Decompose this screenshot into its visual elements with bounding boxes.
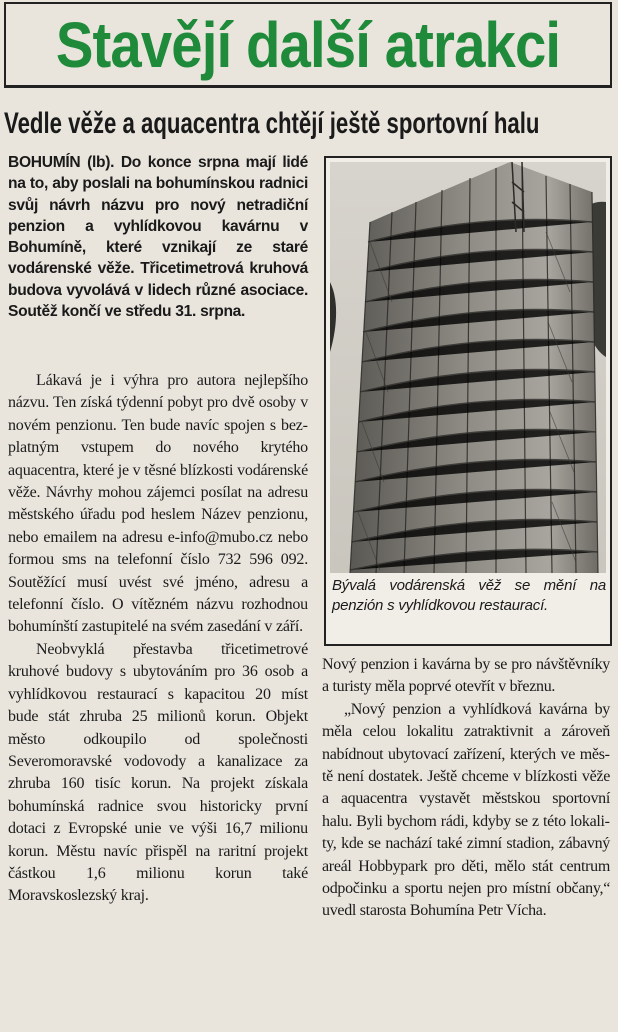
article-paragraph: Nový penzion i kavárna by se pro návštěvníky a turisty měla poprvé otevřít v březnu. bbox=[322, 656, 610, 696]
photo-box bbox=[324, 156, 612, 646]
right-column bbox=[322, 654, 610, 923]
lead-paragraph: BOHUMÍN (lb). Do konce srpna mají lidé na to, aby poslali na bohumínskou radnici svůj návrh názvu pro nový netradiční penzion a vyhlídkovou kavárnu v Bohumíně, které vznikají ze staré vodárenské věže. Třicetimetrová kruhová budova vyvolává v lidech různé asociace. Soutěž končí ve středu 31. srpna. bbox=[8, 154, 308, 321]
subheadline: Vedle věže a aquacentra chtějí ještě sportovní halu bbox=[4, 107, 540, 140]
tower-photo bbox=[330, 162, 606, 573]
photo-caption: Bývalá vodárenská věž se mění na penzión s vyhlídkovou restaurací. bbox=[332, 577, 606, 614]
headline: Stavějí další atrakci bbox=[55, 9, 561, 81]
headline-box bbox=[4, 2, 612, 88]
article-paragraph: Neobvyklá přestavba třicetimetrové kruhové budovy s ubytováním pro 36 osob a vyhlídkovou restaurací s kapacitou 20 míst bude stát zhruba 25 milionů korun. Objekt město odkoupilo od společnosti Severomoravské vodovody a kanalizace za zhruba 160 tisíc korun. Na projekt získala bohumínská radnice svou historicky první dotaci z Evropské unie ve výši 16,7 milionu korun. Městu navíc přispěl na raritní projekt částkou 1,6 milionu korun také Moravskoslezský kraj. bbox=[8, 640, 308, 905]
article-paragraph: „Nový penzion a vyhlídková kavárna by měla celou lokalitu zatraktivnit a zároveň nabídnout ubytovací zařízení, kterých ve městě není dostatek. Ještě chceme v blízkosti věže a aquacentra vystavět městskou sportovní halu. Byli bychom rádi, kdyby se z této lokality, kde se nachází také zimní stadion, zábavný areál Hobbypark pro děti, mělo stát centrum odpočinku a sportu nejen pro místní občany,“ uvedl starosta Bohumína Petr Vícha. bbox=[322, 700, 610, 920]
left-column bbox=[8, 370, 308, 908]
article-paragraph: Lákavá je i výhra pro autora nejlepšího názvu. Ten získá týdenní pobyt pro dvě osoby v novém penzionu. Ten bude navíc spojen s bezplatným vstupem do nového krytého aquacentra, které je v těsné blízkosti vodárenské věže. Návrhy mohou zájemci posílat na adresu městského úřadu pod heslem Název penzionu, nebo emailem na adresu e-info@mubo.cz nebo formou sms na telefonní číslo 732 596 092. Soutěžící musí uvést své jméno, adresu a telefonní číslo. O vítězném názvu rozhodnou bohumínští zastupitelé na svém zasedání v září. bbox=[8, 372, 308, 636]
